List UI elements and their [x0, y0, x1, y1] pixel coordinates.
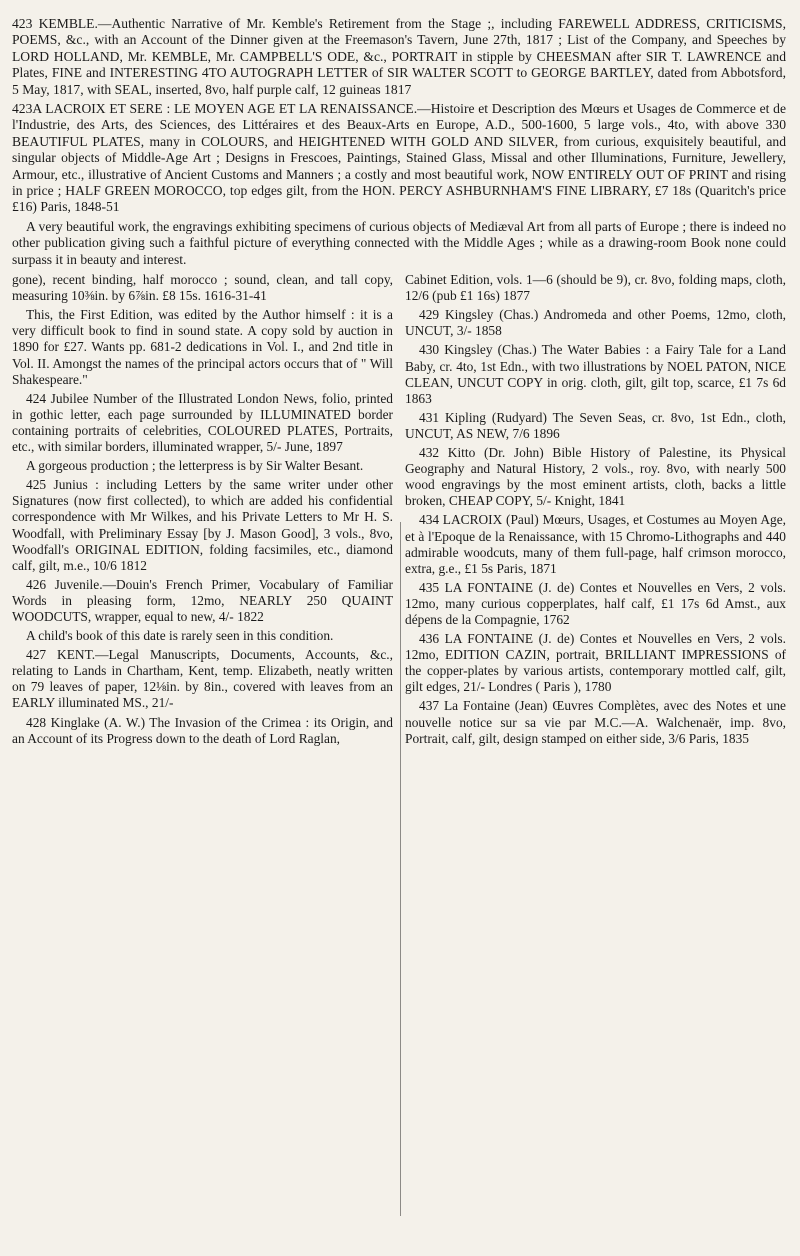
entry-429: 429 Kingsley (Chas.) Andromeda and other Poems, 12mo, cloth, UNCUT, 3/- 1858: [405, 307, 786, 339]
entry-425: 425 Junius : including Letters by the same writer under other Signatures (now first collected), to which are added his confidential correspondence with Mr Wilkes, and his Private Letters to Mr H. S. Woodfall, with Preliminary Essay [by J. Mason Good], 3 vols., 8vo, Woodfall's ORIGINAL EDITION, folding facsimiles, etc., diamond calf, gilt, m.e., 10/6 1812: [12, 477, 393, 573]
column-divider: [400, 522, 401, 1216]
entry-423: 423 KEMBLE.—Authentic Narrative of Mr. Kemble's Retirement from the Stage ;, including FAREWELL ADDRESS, CRITICISMS, POEMS, &c., with an Account of the Dinner given at the Freemason's Tavern, June 27th, 1817 ; List of the Company, and Speeches by LORD HOLLAND, Mr. KEMBLE, Mr. CAMPBELL'S ODE, &c., PORTRAIT in stipple by CHEESMAN after SIR T. LAWRENCE and Plates, FINE and INTERESTING 4TO AUTOGRAPH LETTER of SIR WALTER SCOTT to GEORGE BARTLEY, dated from Abbotsford, 5 May, 1817, with SEAL, inserted, 8vo, half purple calf, 12 guineas 1817: [12, 16, 786, 97]
entry-424: 424 Jubilee Number of the Illustrated London News, folio, printed in gothic letter, each page surrounded by ILLUMINATED border containing portraits of celebrities, COLOURED PLATES, Portraits, etc., with similar borders, illuminated wrapper, 5/- June, 1897: [12, 390, 393, 455]
entry-431: 431 Kipling (Rudyard) The Seven Seas, cr. 8vo, 1st Edn., cloth, UNCUT, AS NEW, 7/6 1896: [405, 409, 786, 441]
entry-435: 435 LA FONTAINE (J. de) Contes et Nouvelles en Vers, 2 vols. 12mo, many curious copperplates, half calf, £1 17s 6d Amst., aux dépens de la Compagnie, 1762: [405, 579, 786, 627]
entry-428: 428 Kinglake (A. W.) The Invasion of the Crimea : its Origin, and an Account of its Progress down to the death of Lord Raglan,: [12, 714, 393, 746]
two-column-entries: [12, 272, 786, 750]
right-column: [405, 272, 786, 750]
entry-436: 436 LA FONTAINE (J. de) Contes et Nouvelles en Vers, 2 vols. 12mo, EDITION CAZIN, portrait, BRILLIANT IMPRESSIONS of the copper-plates by various artists, contemporary mottled calf, gilt, gilt edges, 21/- Londres ( Paris ), 1780: [405, 631, 786, 695]
entry-426-note: A child's book of this date is rarely seen in this condition.: [26, 628, 334, 644]
entry-424-note: A gorgeous production ; the letterpress is by Sir Walter Besant.: [26, 458, 364, 474]
left-column: [12, 272, 393, 750]
entry-427: 427 KENT.—Legal Manuscripts, Documents, Accounts, &c., relating to Lands in Chartham, Kent, temp. Elizabeth, neatly written on 79 leaves of paper, 12⅛in. by 8in., covered with leaves from an EARLY illuminated MS., 21/-: [12, 647, 393, 711]
entry-430: 430 Kingsley (Chas.) The Water Babies : a Fairy Tale for a Land Baby, cr. 4to, 1st Edn., with two illustrations by NOEL PATON, NICE CLEAN, UNCUT COPY in orig. cloth, gilt, gilt top, scarce, £1 7s 6d 1863: [405, 342, 786, 406]
entry-434: 434 LACROIX (Paul) Mœurs, Usages, et Costumes au Moyen Age, et à l'Epoque de la Renaissance, with 15 Chromo-Lithographs and 440 admirable woodcuts, many of them full-page, half crimson morocco, extra, g.e., £1 5s Paris, 1871: [405, 512, 786, 576]
entry-continued: gone), recent binding, half morocco ; sound, clean, and tall copy, measuring 10⅜in. by 6⅞in. £8 15s. 1616-31-41: [12, 272, 393, 304]
entry-428-continued: Cabinet Edition, vols. 1—6 (should be 9), cr. 8vo, folding maps, cloth, 12/6 (pub £1 16s) 1877: [405, 272, 786, 304]
entry-423a-note: A very beautiful work, the engravings exhibiting specimens of curious objects of Mediæval Art from all parts of Europe ; there is indeed no other publication giving such a faithful picture of everything connected with the Middle Ages ; while as a drawing-room Book none could surpass it in beauty and interest.: [12, 218, 786, 267]
full-width-entries: [12, 16, 786, 268]
entry-432: 432 Kitto (Dr. John) Bible History of Palestine, its Physical Geography and Natural History, 2 vols., roy. 8vo, with nearly 500 wood engravings by the most eminent artists, cloth, backs a little broken, CHEAP COPY, 5/- Knight, 1841: [405, 445, 786, 509]
entry-426: 426 Juvenile.—Douin's French Primer, Vocabulary of Familiar Words in pleasing form, 12mo, NEARLY 250 QUAINT WOODCUTS, wrapper, equal to new, 4/- 1822: [12, 576, 393, 624]
entry-437: 437 La Fontaine (Jean) Œuvres Complètes, avec des Notes et une nouvelle notice sur sa vie par M.C.—A. Walchenaër, imp. 8vo, Portrait, calf, gilt, design stamped on either side, 3/6 Paris, 1835: [405, 698, 786, 746]
entry-423a: 423A LACROIX ET SERE : LE MOYEN AGE ET LA RENAISSANCE.—Histoire et Description des Mœurs et Usages de Commerce et de l'Industrie, des Arts, des Sciences, des Littéraires et des Beaux-Arts en Europe, A.D., 500-1600, 5 large vols., 4to, with above 330 BEAUTIFUL PLATES, many in COLOURS, and HEIGHTENED WITH GOLD AND SILVER, from curious, exquisitely beautiful, and singular objects of Middle-Age Art ; Designs in Frescoes, Paintings, Stained Glass, Missal and other Illuminations, Furniture, Jewellery, Armour, etc., illustrative of Ancient Customs and Manners ; a costly and most beautiful work, NOW ENTIRELY OUT OF PRINT and rising in price ; HALF GREEN MOROCCO, top edges gilt, from the HON. PERCY ASHBURNHAM'S FINE LIBRARY, £7 18s (Quaritch's price £16) Paris, 1848-51: [12, 101, 786, 215]
entry-note: This, the First Edition, was edited by the Author himself : it is a very difficult book to find in sound state. A copy sold by auction in 1890 for £27. Wants pp. 681-2 dedications in Vol. I., and 2nd title in Vol. II. Amongst the names of the principal actors occurs that of " Will Shakespeare.": [12, 307, 393, 387]
